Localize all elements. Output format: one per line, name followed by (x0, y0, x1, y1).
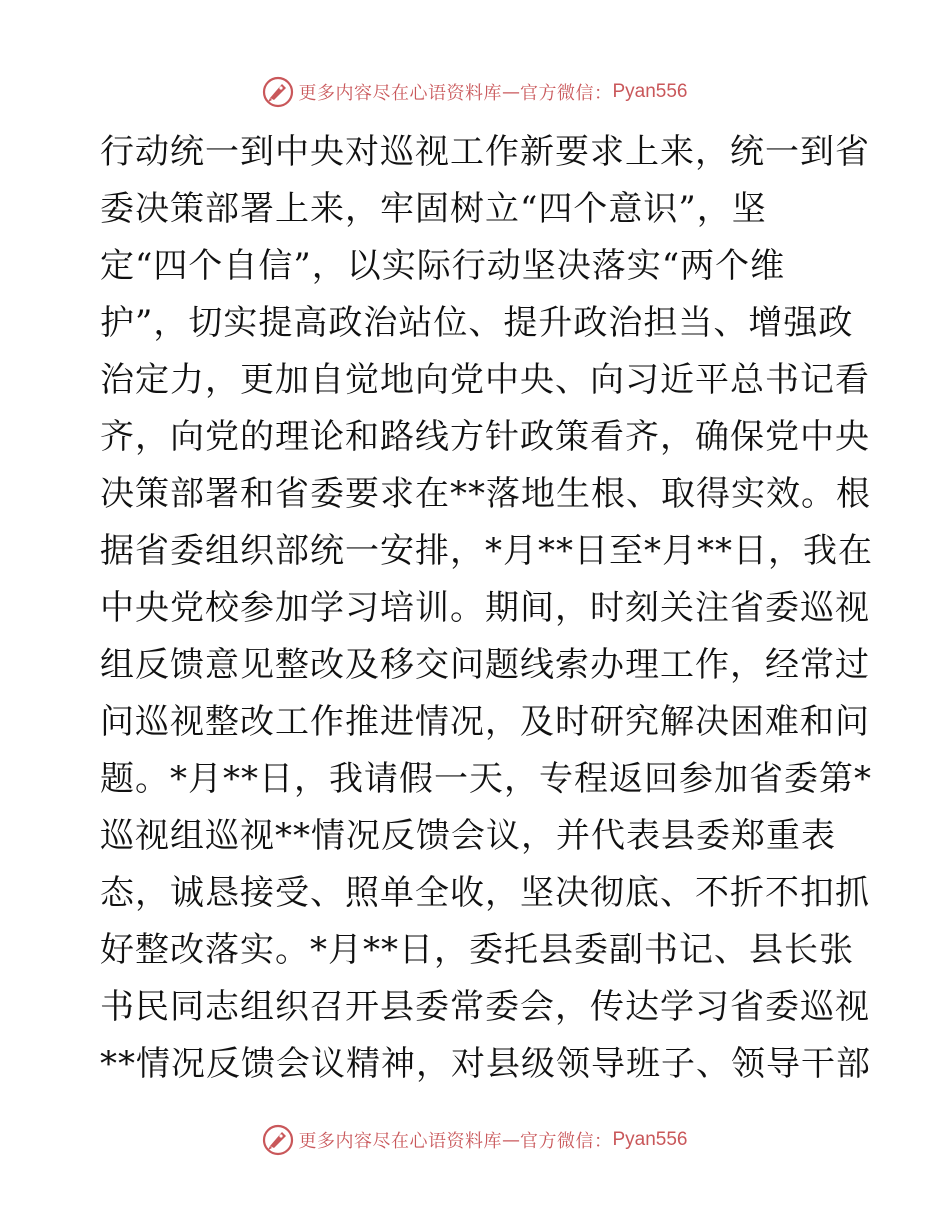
body-line: 治定力，更加自觉地向党中央、向习近平总书记看 (100, 360, 870, 400)
body-line: 齐，向党的理论和路线方针政策看齐，确保党中央 (100, 417, 870, 457)
body-line: 定“四个自信”，以实际行动坚决落实“两个维 (100, 246, 786, 286)
footer-watermark-banner (0, 1120, 950, 1160)
banner-wechat-id: Pyan556 (612, 1129, 688, 1150)
body-line: 行动统一到中央对巡视工作新要求上来，统一到省 (100, 132, 870, 172)
banner-wechat-label: 官方微信： (519, 83, 613, 104)
body-line: 决策部署和省委要求在**落地生根、取得实效。根 (100, 474, 871, 514)
banner-separator: — (501, 81, 520, 103)
body-line: 巡视组巡视**情况反馈会议，并代表县委郑重表 (100, 816, 836, 856)
body-line: 态，诚恳接受、照单全收，坚决彻底、不折不扣抓 (100, 873, 870, 913)
banner-wechat-label: 官方微信： (519, 1131, 613, 1152)
body-line: 好整改落实。*月**日，委托县委副书记、县长张 (100, 930, 854, 970)
body-line: 组反馈意见整改及移交问题线索办理工作，经常过 (100, 645, 870, 685)
banner-separator: — (501, 1129, 520, 1151)
body-line: 委决策部署上来，牢固树立“四个意识”，坚 (100, 189, 767, 229)
banner-brand-text: 更多内容尽在心语资料库 (298, 83, 502, 104)
banner-brand-text: 更多内容尽在心语资料库 (298, 1131, 502, 1152)
body-paragraph (100, 124, 873, 1093)
body-line: 据省委组织部统一安排，*月**日至*月**日，我在 (100, 531, 873, 571)
body-line: 题。*月**日，我请假一天，专程返回参加省委第* (100, 759, 872, 799)
body-line: 中央党校参加学习培训。期间，时刻关注省委巡视 (100, 588, 870, 628)
body-line: 护”，切实提高政治站位、提升政治担当、增强政 (100, 303, 854, 343)
header-watermark-banner (0, 72, 950, 112)
banner-wechat-id: Pyan556 (612, 81, 688, 102)
body-line: **情况反馈会议精神，对县级领导班子、领导干部 (100, 1044, 871, 1084)
body-line: 问巡视整改工作推进情况，及时研究解决困难和问 (100, 702, 870, 742)
body-line: 书民同志组织召开县委常委会，传达学习省委巡视 (100, 987, 870, 1027)
pen-nib-logo-icon (262, 1124, 294, 1156)
pen-nib-logo-icon (262, 76, 294, 108)
